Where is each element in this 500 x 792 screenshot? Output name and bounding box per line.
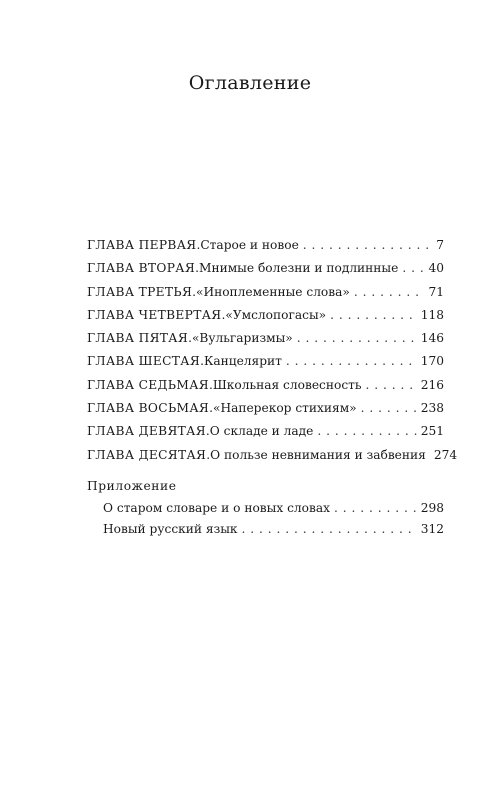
chapter-entry bbox=[87, 424, 444, 447]
chapter-title: Школьная словесность bbox=[212, 377, 362, 392]
chapter-label: ГЛАВА ВТОРАЯ bbox=[87, 261, 196, 276]
dot-leader bbox=[242, 522, 417, 536]
dot-leader bbox=[286, 354, 417, 368]
chapter-label: ГЛАВА ШЕСТАЯ bbox=[87, 354, 201, 369]
dot-leader bbox=[334, 501, 417, 515]
table-of-contents bbox=[87, 238, 458, 543]
page-number: 216 bbox=[420, 377, 444, 392]
dot-leader bbox=[402, 261, 424, 275]
dot-leader bbox=[297, 331, 417, 345]
chapter-label: ГЛАВА ТРЕТЬЯ bbox=[87, 284, 193, 299]
chapter-title: О пользе невнимания и забвения bbox=[210, 447, 426, 462]
chapter-label: ГЛАВА ВОСЬМАЯ bbox=[87, 401, 210, 416]
page-number: 7 bbox=[436, 238, 444, 252]
chapter-label: ГЛАВА ДЕВЯТАЯ bbox=[87, 424, 206, 439]
dot-leader bbox=[303, 238, 432, 252]
dot-leader bbox=[317, 424, 416, 438]
page-number: 251 bbox=[420, 424, 444, 439]
chapter-entry bbox=[87, 238, 444, 261]
appendix-title: Новый русский язык bbox=[103, 521, 238, 536]
chapter-entry bbox=[87, 261, 444, 284]
page-number: 312 bbox=[420, 521, 444, 536]
chapter-label: ГЛАВА ДЕСЯТАЯ bbox=[87, 447, 207, 462]
chapter-entry bbox=[87, 447, 458, 471]
dot-leader bbox=[330, 308, 417, 322]
page-number: 146 bbox=[420, 331, 444, 346]
dot-leader bbox=[361, 401, 417, 415]
label-separator: . bbox=[195, 261, 199, 276]
page-number: 274 bbox=[433, 447, 458, 462]
appendix-list bbox=[87, 501, 444, 543]
label-separator: . bbox=[196, 238, 201, 252]
label-separator: . bbox=[188, 331, 192, 346]
dot-leader bbox=[366, 378, 417, 392]
appendix-entry bbox=[87, 501, 444, 522]
chapter-title: «Вульгаризмы» bbox=[191, 331, 293, 346]
chapter-entry bbox=[87, 308, 444, 331]
label-separator: . bbox=[192, 284, 197, 299]
chapter-title: Старое и новое bbox=[200, 238, 299, 252]
page-title: Оглавление bbox=[188, 72, 312, 94]
chapter-entry bbox=[87, 354, 444, 377]
chapter-label: ГЛАВА ЧЕТВЕРТАЯ bbox=[87, 307, 222, 322]
chapter-label: ГЛАВА СЕДЬМАЯ bbox=[87, 377, 209, 392]
page-number: 40 bbox=[428, 261, 444, 276]
page-number: 170 bbox=[420, 354, 444, 369]
appendix-heading: Приложение bbox=[87, 478, 177, 493]
label-separator: . bbox=[206, 447, 211, 462]
appendix-title: О старом словаре и о новых словах bbox=[103, 500, 330, 515]
chapter-title: «Наперекор стихиям» bbox=[213, 401, 357, 416]
chapter-title: Мнимые болезни и подлинные bbox=[198, 261, 399, 276]
chapter-label: ГЛАВА ПЯТАЯ bbox=[87, 331, 189, 346]
chapter-entry bbox=[87, 401, 444, 424]
page-number: 238 bbox=[420, 401, 444, 416]
label-separator: . bbox=[200, 354, 204, 369]
chapter-list bbox=[87, 238, 458, 471]
chapter-entry bbox=[87, 285, 444, 308]
chapter-title: «Умслопогасы» bbox=[225, 307, 327, 322]
label-separator: . bbox=[221, 307, 226, 322]
label-separator: . bbox=[205, 424, 210, 439]
chapter-title: О складе и ладе bbox=[209, 424, 314, 439]
label-separator: . bbox=[209, 401, 213, 416]
page-number: 298 bbox=[420, 500, 444, 515]
chapter-label: ГЛАВА ПЕРВАЯ bbox=[87, 238, 197, 252]
page-number: 71 bbox=[428, 284, 444, 299]
chapter-entry bbox=[87, 378, 444, 401]
chapter-title: «Иноплеменные слова» bbox=[196, 284, 350, 299]
label-separator: . bbox=[208, 377, 213, 392]
page-number: 118 bbox=[420, 307, 444, 322]
dot-leader bbox=[354, 285, 425, 299]
appendix-entry bbox=[87, 522, 444, 543]
chapter-entry bbox=[87, 331, 444, 354]
chapter-title: Канцелярит bbox=[203, 354, 282, 369]
